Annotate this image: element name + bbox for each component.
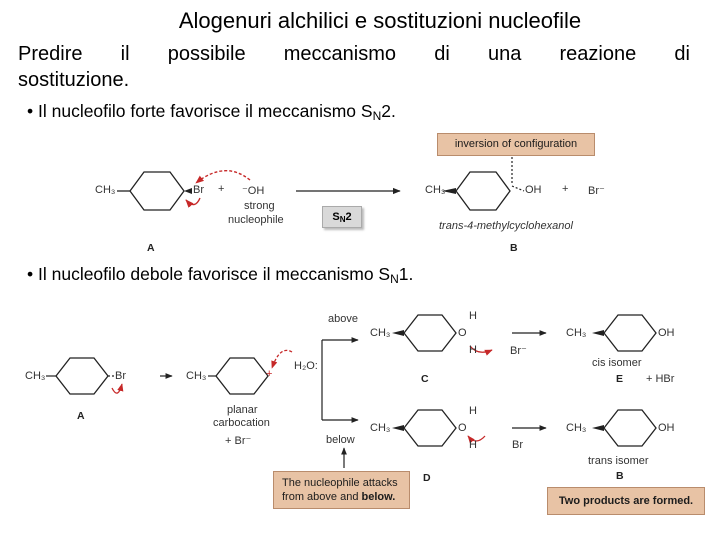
label-e: E <box>616 373 624 385</box>
intro-line-1: Predire il possibile meccanismo di una reazione di <box>18 43 690 65</box>
sn2-wedge-bond <box>184 188 192 194</box>
sn2-label-b: B <box>510 242 518 254</box>
bullet-sn2: • Il nucleofilo forte favorisce il meccanismo $S_N2$. <box>27 101 396 123</box>
sn2-product-ch3: CH₃ <box>425 184 446 196</box>
sn2-attack-arrow <box>196 171 250 183</box>
inversion-label: inversion of configuration <box>437 133 595 156</box>
carbocation-ring <box>216 358 268 394</box>
upper-oxygen: O <box>458 327 467 339</box>
intermediate-d-ring <box>404 410 456 446</box>
trans-oh: OH <box>658 422 675 434</box>
strong-label: strong <box>244 200 275 212</box>
lower-oxygen: O <box>458 422 467 434</box>
planar-label: planar <box>227 404 258 416</box>
sn2-label-a: A <box>147 242 155 254</box>
sn2-bromide: Br⁻ <box>588 185 605 197</box>
sn2-leaving-arrow <box>186 198 200 205</box>
water-nucleophile: H₂O: <box>294 360 318 372</box>
intro-line-2: sostituzione. <box>18 69 130 91</box>
sn2-reactant-ch3: CH₃ <box>95 184 116 196</box>
lower-ch3: CH₃ <box>370 422 391 434</box>
cis-ch3: CH₃ <box>566 327 587 339</box>
upper-h-bottom: H <box>469 344 477 356</box>
carbocation-ch3: CH₃ <box>186 370 207 382</box>
trans-product-ring <box>604 410 656 446</box>
page-title: Alogenuri alchilici e sostituzioni nucleofile <box>178 8 582 33</box>
cis-oh: OH <box>658 327 675 339</box>
attack-note: The nucleophile attacks from above and below. <box>273 471 410 509</box>
label-d: D <box>423 472 431 484</box>
carbocation-charge: + <box>266 368 273 380</box>
label-c: C <box>421 373 429 385</box>
sn2-reactant-br: Br <box>193 184 204 196</box>
above-label: above <box>328 313 358 325</box>
trans-isomer-label: trans isomer <box>588 455 649 467</box>
sn2-product-oh: OH <box>525 184 542 196</box>
upper-ch3: CH₃ <box>370 327 391 339</box>
sn2-product-ring <box>456 172 510 210</box>
sn1-label-b: B <box>616 470 624 482</box>
cis-isomer-label: cis isomer <box>592 357 642 369</box>
carbocation-label: carbocation <box>213 417 270 429</box>
sn1-reactant-ch3: CH₃ <box>25 370 46 382</box>
sn1-reactant-br: Br <box>115 370 126 382</box>
lower-h-top: H <box>469 405 477 417</box>
upper-h-top: H <box>469 310 477 322</box>
plus-hbr: + HBr <box>646 373 675 385</box>
sn2-mechanism-badge: $S_N2$ <box>322 206 362 228</box>
two-products-note: Two products are formed. <box>547 487 705 515</box>
sn1-reactant-ring <box>56 358 108 394</box>
trans-ch3: CH₃ <box>566 422 587 434</box>
sn2-plus-1: + <box>218 183 225 195</box>
intermediate-c-ring <box>404 315 456 351</box>
bullet-sn1: • Il nucleofilo debole favorisce il meccanismo $S_N1$. <box>27 264 414 286</box>
sn2-product-name: trans-4-methylcyclohexanol <box>439 220 573 232</box>
sn2-nucleophile: ⁻OH <box>242 185 265 197</box>
cis-product-ring <box>604 315 656 351</box>
lower-h-bottom: H <box>469 439 477 451</box>
sn2-plus-2: + <box>562 183 569 195</box>
sn1-label-a: A <box>77 410 85 422</box>
below-label: below <box>326 434 355 446</box>
nucleophile-label: nucleophile <box>228 214 284 226</box>
sn2-reactant-ring <box>130 172 184 210</box>
lower-bromide: Br <box>512 439 523 451</box>
upper-bromide: Br⁻ <box>510 345 527 357</box>
plus-bromide: + Br⁻ <box>225 435 252 447</box>
